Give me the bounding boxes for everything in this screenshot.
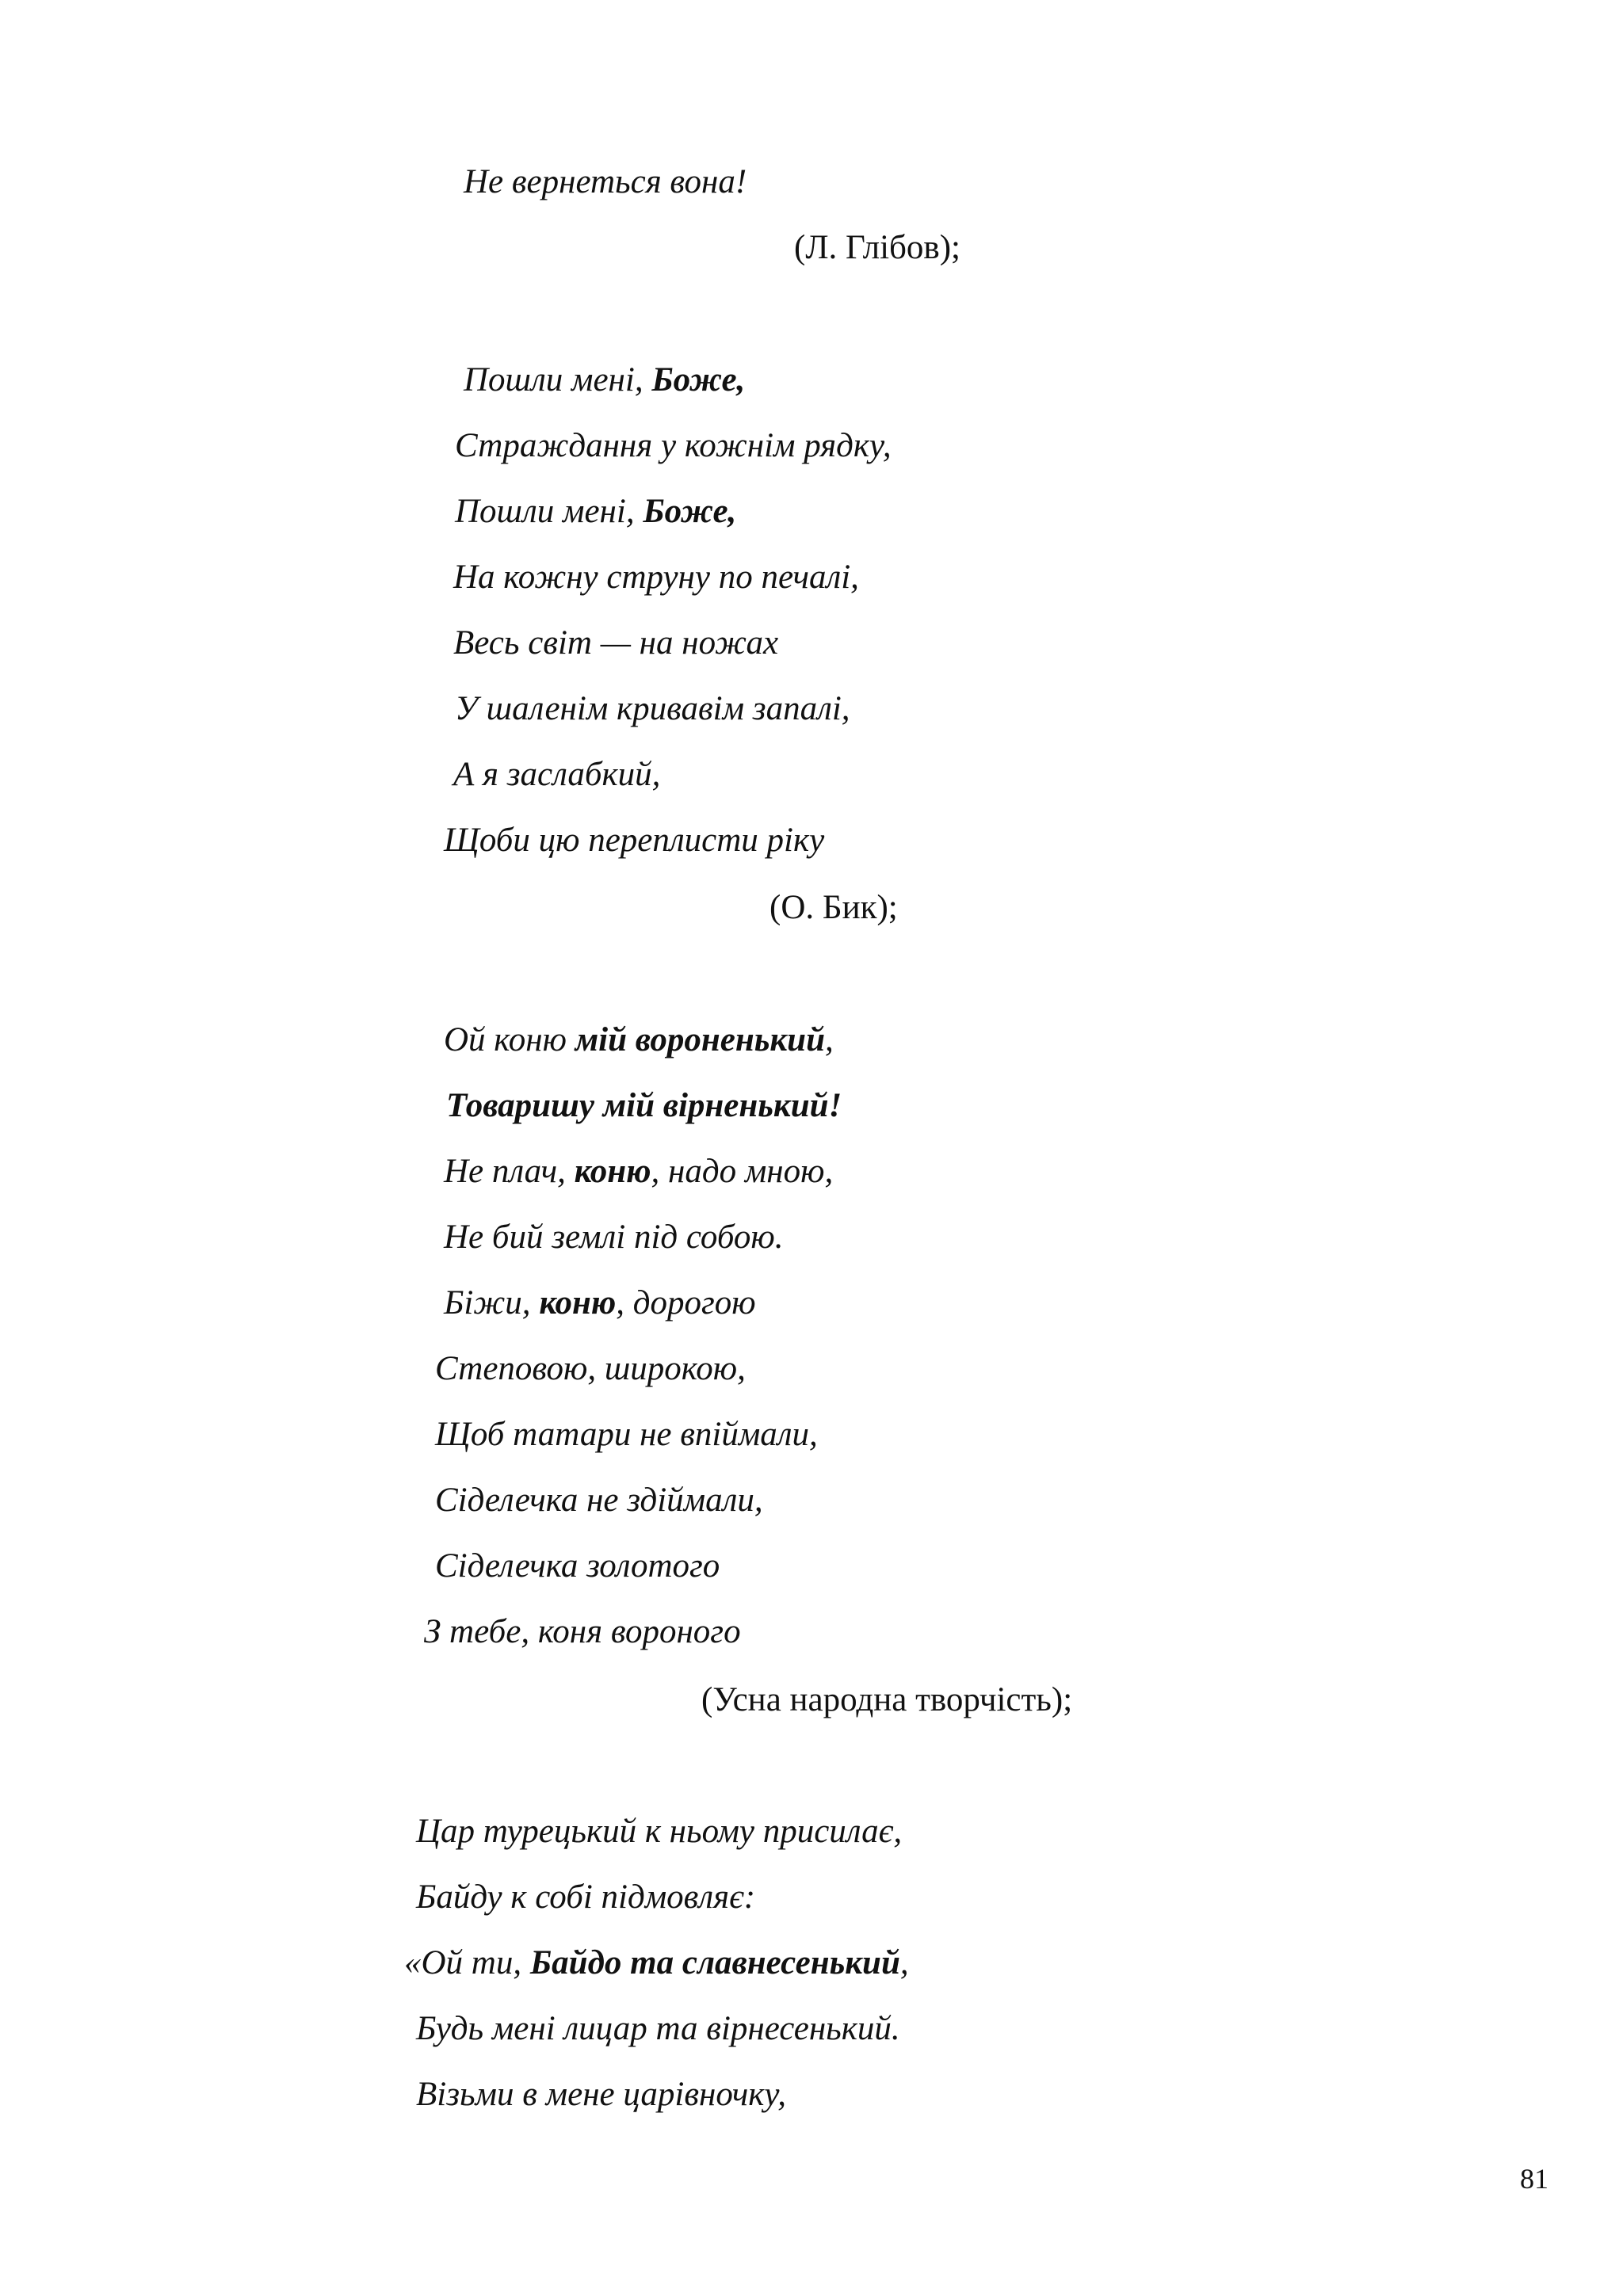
poem-text: ,	[825, 1021, 834, 1058]
poem-line	[444, 1154, 833, 1188]
poem-line	[404, 1946, 909, 1980]
poem-text: ,	[899, 1944, 909, 1981]
poem-line	[455, 494, 736, 528]
poem-line: З тебе, коня вороного	[424, 1613, 741, 1650]
poem-text: Ой коню	[444, 1021, 575, 1058]
poem-text: , надо мною,	[651, 1153, 834, 1190]
poem-line: Не бий землі під собою.	[444, 1219, 784, 1256]
address-emphasis: коню	[574, 1153, 651, 1190]
poem-line: Весь світ — на ножах	[453, 624, 779, 662]
poem-text: Не плач,	[444, 1153, 575, 1190]
attribution: (О. Бик);	[769, 889, 898, 926]
page-number: 81	[1520, 2163, 1549, 2195]
poem-text: Пошли мені,	[464, 361, 652, 399]
attribution: (Усна народна творчість);	[701, 1681, 1073, 1718]
poem-line	[464, 363, 745, 397]
poem-line: Щоб татари не впіймали,	[435, 1416, 818, 1453]
attribution: (Л. Глібов);	[794, 229, 960, 266]
poem-line: У шаленім кривавім запалі,	[455, 690, 850, 727]
address-emphasis: коню	[539, 1284, 617, 1322]
poem-line: А я заслабкий,	[453, 756, 661, 793]
address-emphasis: мій вороненький	[575, 1021, 826, 1058]
poem-text: Не вернеться вона!	[464, 163, 747, 200]
poem-text: «Ой ти,	[404, 1944, 530, 1981]
poem-line: Байду к собі підмовляє:	[416, 1878, 756, 1916]
poem-line: Сіделечка золотого	[435, 1547, 720, 1585]
poem-text: Пошли мені,	[455, 493, 643, 530]
poem-text: Біжи,	[444, 1284, 540, 1322]
poem-line: Візьми в мене царівночку,	[416, 2076, 787, 2113]
poem-line	[444, 1023, 834, 1057]
poem-line	[446, 1089, 842, 1123]
poem-line: Страждання у кожнім рядку,	[455, 427, 892, 464]
poem-line	[464, 165, 747, 199]
poem-line: На кожну струну по печалі,	[453, 559, 859, 596]
address-emphasis: Боже,	[651, 361, 746, 399]
poem-line	[444, 1286, 756, 1320]
address-emphasis: Байдо та славнесенький	[529, 1944, 900, 1981]
poem-line: Степовою, широкою,	[435, 1350, 746, 1387]
poem-text: , дорогою	[616, 1284, 756, 1322]
poem-line: Цар турецький к ньому присилає,	[416, 1813, 903, 1850]
poem-line: Сіделечка не здіймали,	[435, 1482, 763, 1519]
address-emphasis: Товаришу мій вірненький!	[446, 1087, 842, 1124]
poem-line: Будь мені лицар та вірнесенький.	[416, 2010, 900, 2047]
address-emphasis: Боже,	[643, 493, 737, 530]
poem-line: Щоби цю переплисти ріку	[444, 822, 825, 859]
